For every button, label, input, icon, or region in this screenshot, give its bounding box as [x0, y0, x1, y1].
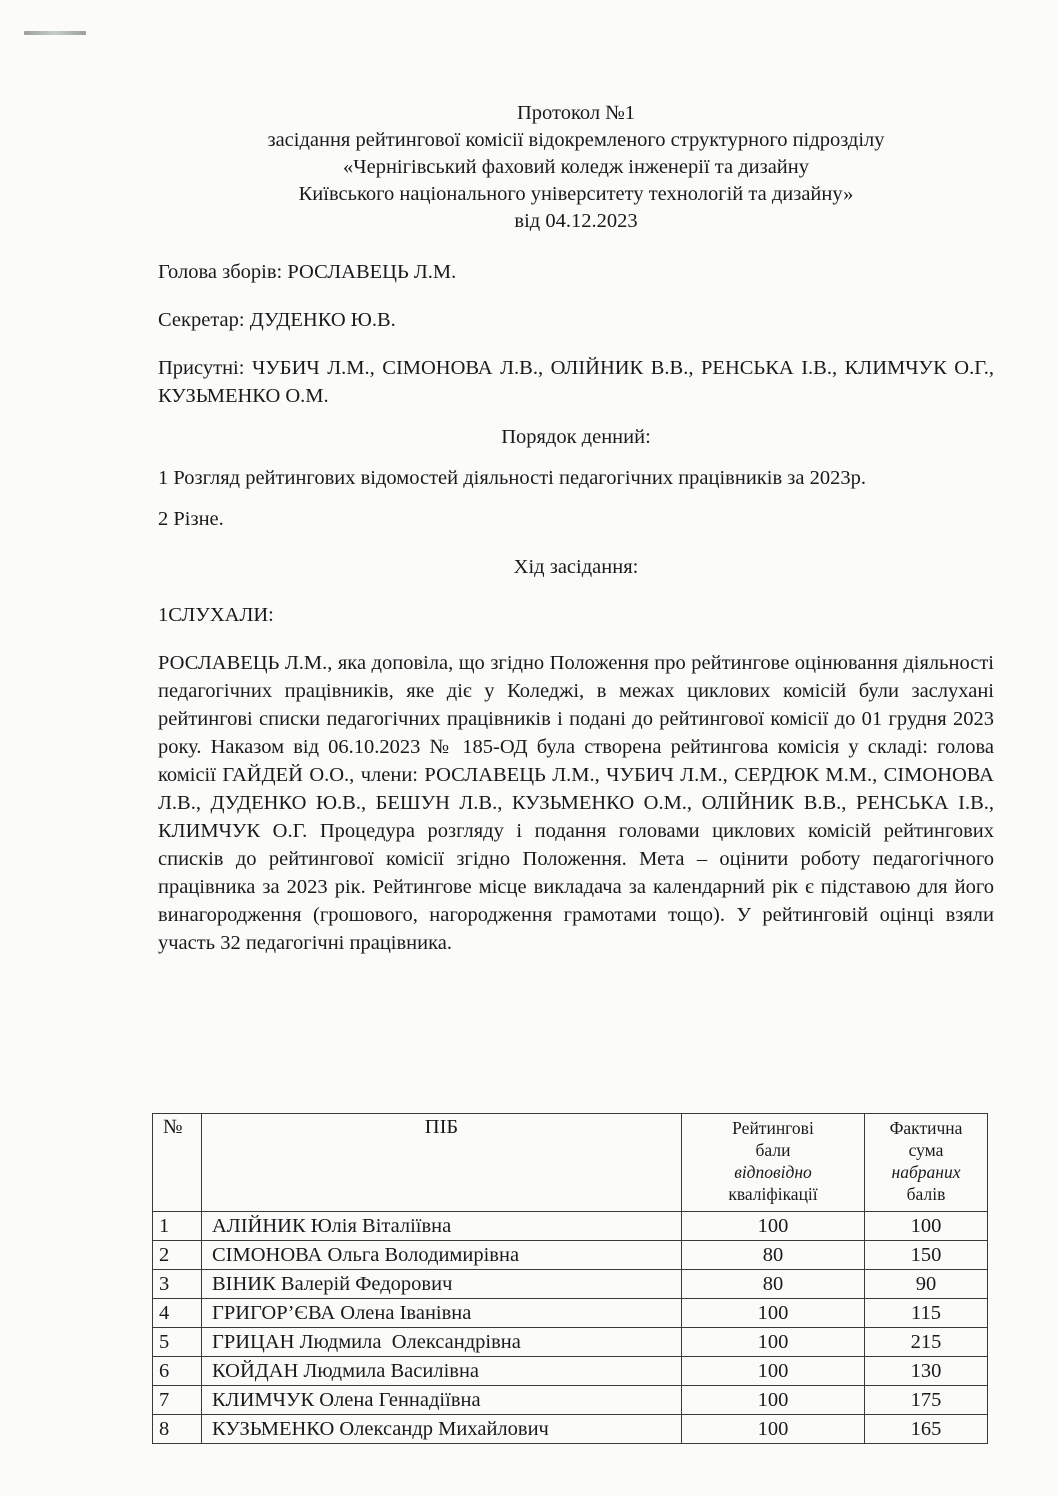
row-name: СІМОНОВА Ольга Володимирівна [202, 1241, 682, 1270]
header-line: відповідно [734, 1162, 812, 1182]
row-actual-sum: 100 [865, 1212, 988, 1241]
table-row [153, 1357, 988, 1386]
meeting-secretary: Секретар: ДУДЕНКО Ю.В. [158, 309, 396, 331]
table-row [153, 1328, 988, 1357]
header-line: балів [906, 1184, 946, 1204]
proceedings-heading: Хід засідання: [513, 556, 639, 578]
row-name: ВІНИК Валерій Федорович [202, 1270, 682, 1299]
row-qualification-points: 100 [682, 1415, 865, 1444]
row-qualification-points: 100 [682, 1357, 865, 1386]
row-name: ГРИГОР’ЄВА Олена Іванівна [202, 1299, 682, 1328]
row-qualification-points: 100 [682, 1299, 865, 1328]
table-row [153, 1386, 988, 1415]
scan-artifact-mark [24, 31, 86, 35]
agenda-item-2: 2 Різне. [158, 508, 224, 530]
meeting-attendees: Присутні: ЧУБИЧ Л.М., СІМОНОВА Л.В., ОЛІЙНИК В.В., РЕНСЬКА І.В., КЛИМЧУК О.Г., КУЗЬМЕНКО О.М. [158, 357, 994, 407]
row-name: КОЙДАН Людмила Василівна [202, 1357, 682, 1386]
document-date: від 04.12.2023 [514, 210, 638, 232]
column-header-number: № [153, 1114, 202, 1212]
meeting-chair: Голова зборів: РОСЛАВЕЦЬ Л.М. [158, 261, 457, 283]
document-header [158, 100, 994, 235]
table-row [153, 1299, 988, 1328]
row-actual-sum: 215 [865, 1328, 988, 1357]
row-qualification-points: 100 [682, 1212, 865, 1241]
document-subtitle-line-2: «Чернігівський фаховий коледж інженерії та дизайну [343, 156, 809, 178]
row-actual-sum: 115 [865, 1299, 988, 1328]
row-name: ГРИЦАН Людмила Олександрівна [202, 1328, 682, 1357]
row-actual-sum: 175 [865, 1386, 988, 1415]
row-qualification-points: 80 [682, 1270, 865, 1299]
row-qualification-points: 100 [682, 1386, 865, 1415]
table-row [153, 1212, 988, 1241]
row-number: 3 [153, 1270, 202, 1299]
table-row [153, 1415, 988, 1444]
column-header-name: ПІБ [202, 1114, 682, 1212]
row-number: 6 [153, 1357, 202, 1386]
agenda-heading: Порядок денний: [501, 426, 651, 448]
table-header-row [153, 1114, 988, 1212]
document-subtitle-line-3: Київського національного університету технологій та дизайну» [298, 183, 854, 205]
row-number: 1 [153, 1212, 202, 1241]
column-header-qualification-points [682, 1114, 865, 1212]
rating-table [152, 1113, 988, 1444]
header-line: бали [755, 1140, 791, 1160]
protocol-page [158, 100, 994, 957]
heard-label: 1СЛУХАЛИ: [158, 604, 274, 626]
row-number: 4 [153, 1299, 202, 1328]
row-qualification-points: 100 [682, 1328, 865, 1357]
row-actual-sum: 165 [865, 1415, 988, 1444]
row-number: 7 [153, 1386, 202, 1415]
row-number: 8 [153, 1415, 202, 1444]
row-qualification-points: 80 [682, 1241, 865, 1270]
agenda-item-1: 1 Розгляд рейтингових відомостей діяльності педагогічних працівників за 2023р. [158, 467, 866, 489]
document-title: Протокол №1 [516, 102, 636, 124]
row-name: КУЗЬМЕНКО Олександр Михайлович [202, 1415, 682, 1444]
row-name: АЛІЙНИК Юлія Віталіївна [202, 1212, 682, 1241]
table-row [153, 1241, 988, 1270]
row-actual-sum: 150 [865, 1241, 988, 1270]
row-actual-sum: 90 [865, 1270, 988, 1299]
header-line: кваліфікації [728, 1184, 818, 1204]
table-row [153, 1270, 988, 1299]
header-line: Фактична [889, 1118, 963, 1138]
report-paragraph: РОСЛАВЕЦЬ Л.М., яка доповіла, що згідно Положення про рейтингове оцінювання діяльності педагогічних працівників, яке діє у Коледжі, в межах циклових комісій були заслухані рейтингові списки педагогічних працівників і подані до рейтингової комісії до 01 грудня 2023 року. Наказом від 06.10.2023 № 185-ОД була створена рейтингова комісія у складі: голова комісії ГАЙДЕЙ О.О., члени: РОСЛАВЕЦЬ Л.М., ЧУБИЧ Л.М., СЕРДЮК М.М., СІМОНОВА Л.В., ДУДЕНКО Ю.В., БЕШУН Л.В., КУЗЬМЕНКО О.М., ОЛІЙНИК В.В., РЕНСЬКА І.В., КЛИМЧУК О.Г. Процедура розгляду і подання головами циклових комісій рейтингових списків до рейтингової комісії згідно Положення. Мета – оцінити роботу педагогічного працівника за 2023 рік. Рейтингове місце викладача за календарний рік є підставою для його винагородження (грошового, нагородження грамотами тощо). У рейтинговій оцінці взяли участь 32 педагогічні працівника. [158, 652, 994, 954]
header-line: сума [908, 1140, 944, 1160]
row-number: 5 [153, 1328, 202, 1357]
document-subtitle-line-1: засідання рейтингової комісії відокремленого структурного підрозділу [267, 129, 885, 151]
column-header-actual-sum [865, 1114, 988, 1212]
row-number: 2 [153, 1241, 202, 1270]
row-name: КЛИМЧУК Олена Геннадіївна [202, 1386, 682, 1415]
header-line: Рейтингові [732, 1118, 814, 1138]
row-actual-sum: 130 [865, 1357, 988, 1386]
header-line: набраних [891, 1162, 961, 1182]
